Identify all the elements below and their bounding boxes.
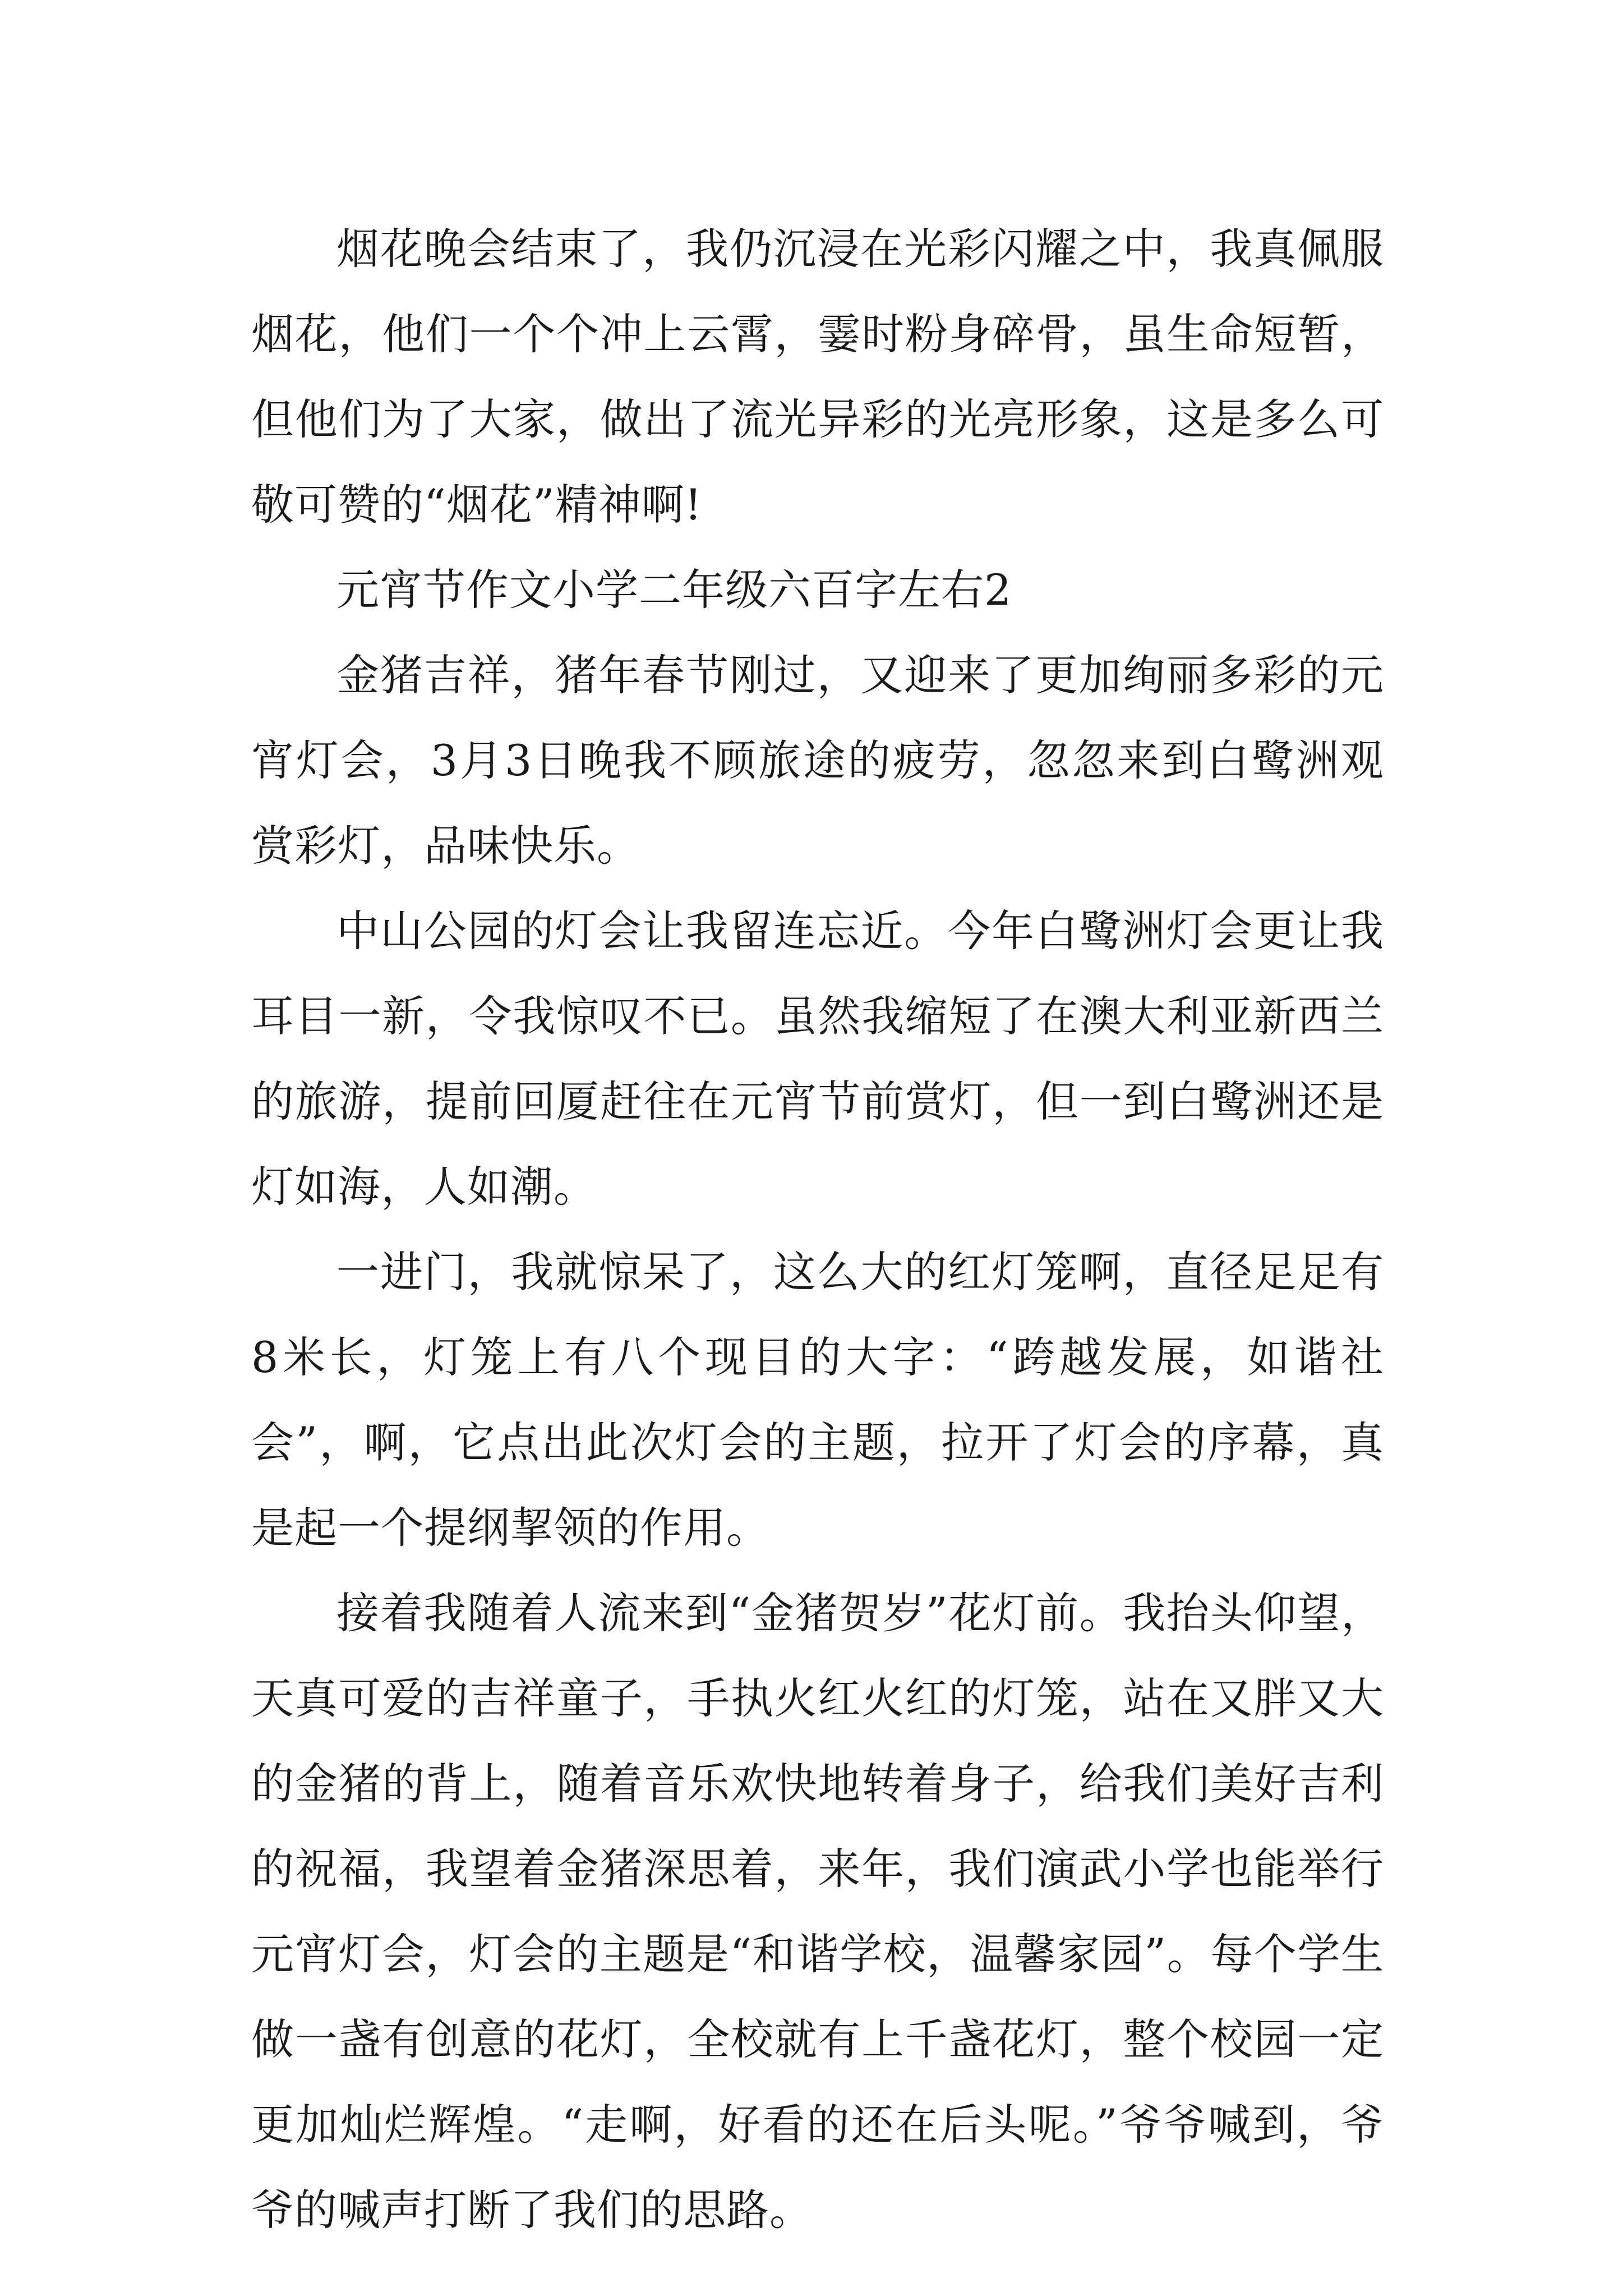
document-body <box>251 206 1384 2253</box>
paragraph-golden-pig: 金猪吉祥，猪年春节刚过，又迎来了更加绚丽多彩的元宵灯会，3月3日晚我不顾旅途的疲劳，忽忽来到白鹭洲观赏彩灯，品味快乐。 <box>251 650 1384 871</box>
paragraph-golden-pig-lantern: 接着我随着人流来到“金猪贺岁”花灯前。我抬头仰望，天真可爱的吉祥童子，手执火红火红的灯笼，站在又胖又大的金猪的背上，随着音乐欢快地转着身子，给我们美好吉利的祝福，我望着金猪深思着，来年，我们演武小学也能举行元宵灯会，灯会的主题是“和谐学校，温馨家园”。每个学生做一盏有创意的花灯，全校就有上千盏花灯，整个校园一定更加灿烂辉煌。“走啊，好看的还在后头呢。”爷爷喊到，爷爷的喊声打断了我们的思路。 <box>251 1588 1384 2235</box>
paragraph-zhongshan-park: 中山公园的灯会让我留连忘近。今年白鹭洲灯会更让我耳目一新，令我惊叹不已。虽然我缩短了在澳大利亚新西兰的旅游，提前回厦赶往在元宵节前赏灯，但一到白鹭洲还是灯如海，人如潮。 <box>251 906 1384 1212</box>
paragraph-red-lantern: 一进门，我就惊呆了，这么大的红灯笼啊，直径足足有8米长，灯笼上有八个现目的大字：“跨越发展，如谐社会”，啊，它点出此次灯会的主题，拉开了灯会的序幕，真是起一个提纲挈领的作用。 <box>251 1247 1384 1553</box>
paragraph-fireworks-ending: 烟花晚会结束了，我仍沉浸在光彩闪耀之中，我真佩服烟花，他们一个个冲上云霄，霎时粉身碎骨，虽生命短暂，但他们为了大家，做出了流光异彩的光亮形象，这是多么可敬可赞的“烟花”精神啊! <box>251 224 1384 530</box>
section-heading: 元宵节作文小学二年级六百字左右2 <box>336 565 1012 615</box>
